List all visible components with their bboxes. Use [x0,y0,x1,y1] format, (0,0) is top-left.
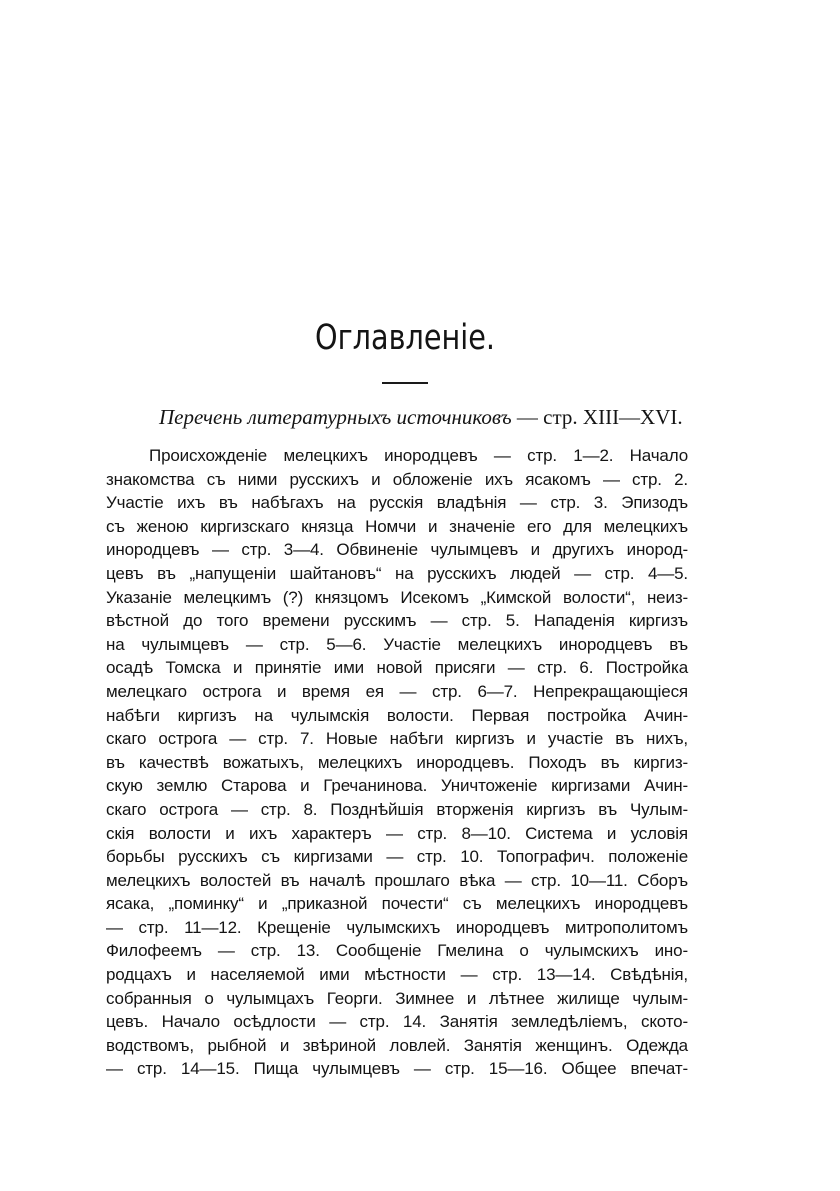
sources-pages: — стр. XIII—XVI. [511,405,683,429]
paragraph-line: собранныя о чулымцахъ Георги. Зимнее и лѣтнее жилище чулым- [106,988,688,1008]
contents-paragraph [106,444,688,1081]
paragraph-line: Филофеемъ — стр. 13. Сообщеніе Гмелина о чулымскихъ ино- [106,941,688,961]
paragraph-line: Указаніе мелецкимъ (?) князцомъ Исекомъ „Кимской волости“, неиз- [106,587,688,607]
paragraph-line: скія волости и ихъ характеръ — стр. 8—10. Система и условія [106,823,688,843]
paragraph-line: родцахъ и населяемой ими мѣстности — стр. 13—14. Свѣдѣнія, [106,965,688,985]
paragraph-line: въ качествѣ вожатыхъ, мелецкихъ инородцевъ. Походъ въ киргиз- [106,752,688,772]
paragraph-line: вѣстной до того времени русскимъ — стр. 5. Нападенія киргизъ [106,611,688,631]
paragraph-line: ясака, „поминку“ и „приказной почести“ съ мелецкихъ инородцевъ [106,894,688,914]
title-rule [382,382,428,384]
page-title: Оглавленіе. [314,318,496,358]
paragraph-line: скаго острога — стр. 8. Позднѣйшія вторженія киргизъ въ Чулым- [106,799,688,819]
sources-label: Перечень литературныхъ источниковъ [159,405,512,429]
paragraph-line: борьбы русскихъ съ киргизами — стр. 10. Топографич. положеніе [106,847,688,867]
paragraph-line: на чулымцевъ — стр. 5—6. Участіе мелецкихъ инородцевъ въ [106,634,688,654]
paragraph-line: Происхожденіе мелецкихъ инородцевъ — стр. 1—2. Начало [149,446,688,465]
paragraph-line: — стр. 11—12. Крещеніе чулымскихъ инородцевъ митрополитомъ [106,917,688,937]
sources-entry [159,405,719,430]
paragraph-line: цевъ. Начало осѣдлости — стр. 14. Занятія земледѣліемъ, ското- [106,1012,688,1032]
paragraph-line: скаго острога — стр. 7. Новые набѣги киргизъ и участіе въ нихъ, [106,729,688,749]
paragraph-line: знакомства съ ними русскихъ и обложеніе ихъ ясакомъ — стр. 2. [106,469,688,489]
paragraph-line: набѣги киргизъ на чулымскія волости. Первая постройка Ачин- [106,705,688,725]
paragraph-line: цевъ въ „напущеніи шайтановъ“ на русскихъ людей — стр. 4—5. [106,563,688,583]
paragraph-line: съ женою киргизскаго князца Номчи и значеніе его для мелецкихъ [106,516,688,536]
paragraph-line: инородцевъ — стр. 3—4. Обвиненіе чулымцевъ и другихъ инород- [106,540,688,560]
paragraph-line: осадѣ Томска и принятіе ими новой присяги — стр. 6. Постройка [106,658,688,678]
paragraph-line: мелецкаго острога и время ея — стр. 6—7. Непрекращающіеся [106,681,688,701]
paragraph-line: — стр. 14—15. Пища чулымцевъ — стр. 15—16. Общее впечат- [106,1059,688,1079]
paragraph-line: скую землю Старова и Гречанинова. Уничтоженіе киргизами Ачин- [106,776,688,796]
paragraph-line: мелецкихъ волостей въ началѣ прошлаго вѣка — стр. 10—11. Сборъ [106,870,688,890]
paragraph-line: Участіе ихъ въ набѣгахъ на русскія владѣнія — стр. 3. Эпизодъ [106,493,688,513]
paragraph-line: водствомъ, рыбной и звѣриной ловлей. Занятія женщинъ. Одежда [106,1035,688,1055]
